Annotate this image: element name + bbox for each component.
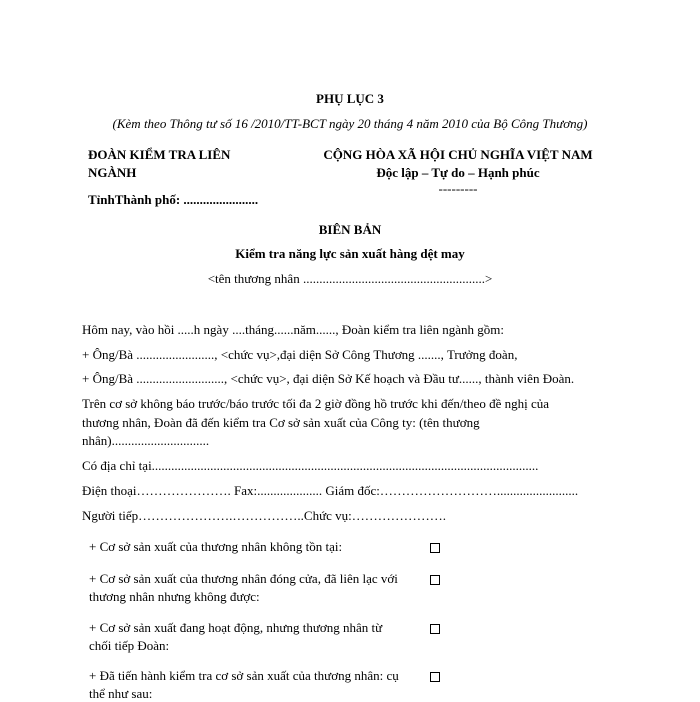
- checkbox-icon[interactable]: [430, 575, 440, 585]
- checklist-item-label-cont: chối tiếp Đoàn:: [89, 638, 170, 653]
- org-name-line2: NGÀNH: [88, 165, 137, 180]
- doc-title: BIÊN BẢN: [318, 222, 382, 237]
- checklist-item-1: [89, 539, 342, 555]
- receiver-field: Người tiếp………………….……………..Chức vụ:………………….: [82, 508, 447, 523]
- doc-subtitle: Kiểm tra năng lực sản xuất hàng dệt may: [235, 246, 465, 261]
- body-paragraph-line3: nhân)..............................: [82, 433, 210, 448]
- checklist-item-label: + Đã tiến hành kiểm tra cơ sở sản xuất của thương nhân: cụ: [89, 668, 399, 683]
- body-line-member1: + Ông/Bà ........................, <chức vụ>,đại diện Sở Công Thương ......., Trưởng đoàn,: [82, 347, 518, 362]
- org-name-line1: ĐOÀN KIỂM TRA LIÊN: [88, 147, 231, 162]
- checklist-item-label-cont: thể như sau:: [89, 686, 153, 701]
- checklist-item-label: + Cơ sở sản xuất của thương nhân không tồn tại:: [89, 539, 343, 554]
- checklist-item-4: [89, 668, 399, 702]
- body-paragraph-line2: thương nhân, Đoàn đã đến kiểm tra Cơ sở sản xuất của Công ty: (tên thương: [82, 415, 480, 430]
- checkbox-icon[interactable]: [430, 672, 440, 682]
- address-field: Có địa chỉ tại.......................................................................................................................: [82, 458, 539, 473]
- checklist-item-2: [89, 571, 398, 605]
- checklist-item-label-cont: thương nhân nhưng không được:: [89, 589, 260, 604]
- merchant-name-line: <tên thương nhân ........................................................>: [207, 271, 493, 286]
- body-line-member2: + Ông/Bà ..........................., <chức vụ>, đại diện Sở Kế hoạch và Đầu tư......, thành viên Đoàn.: [82, 371, 575, 386]
- checklist-item-3: [89, 620, 382, 654]
- phone-fax-director-field: Điện thoại…………………. Fax:.................... Giám đốc:……………………….........................: [82, 483, 579, 498]
- checklist-item-label: + Cơ sở sản xuất đang hoạt động, nhưng thương nhân từ: [89, 620, 383, 635]
- province-field: TỉnhThành phố: .......................: [88, 192, 259, 207]
- checkbox-icon[interactable]: [430, 624, 440, 634]
- checklist-item-label: + Cơ sở sản xuất của thương nhân đóng cửa, đã liên lạc với: [89, 571, 398, 586]
- checkbox-icon[interactable]: [430, 543, 440, 553]
- body-line-intro: Hôm nay, vào hồi .....h ngày ....tháng......năm......, Đoàn kiểm tra liên ngành gồm:: [82, 322, 504, 337]
- motto-divider: ---------: [438, 181, 478, 196]
- body-paragraph-line1: Trên cơ sở không báo trước/báo trước tối đa 2 giờ đồng hồ trước khi đến/theo đề nghị của: [82, 396, 549, 411]
- appendix-subtitle: (Kèm theo Thông tư số 16 /2010/TT-BCT ngày 20 tháng 4 năm 2010 của Bộ Công Thương): [112, 116, 588, 131]
- national-motto: Độc lập – Tự do – Hạnh phúc: [376, 165, 540, 180]
- appendix-title: PHỤ LỤC 3: [316, 91, 384, 106]
- country-name: CỘNG HÒA XÃ HỘI CHỦ NGHĨA VIỆT NAM: [323, 147, 593, 162]
